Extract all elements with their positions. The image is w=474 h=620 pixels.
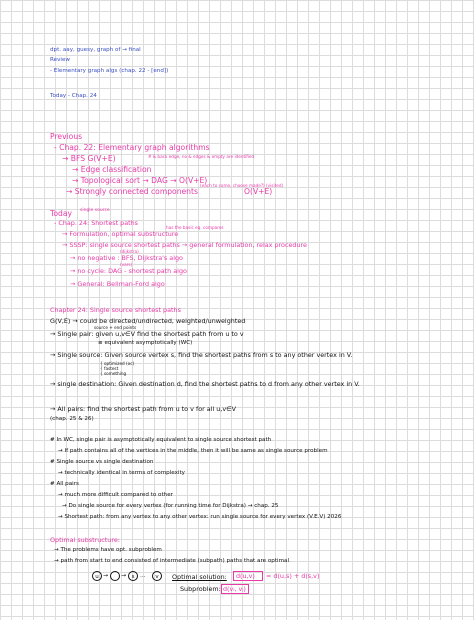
- previous-note-scc: (each to come, choose made?) (visited): [200, 183, 284, 188]
- chapter-line-graph: G(V,E) → could be directed/undirected, weighted/unweighted: [50, 317, 246, 325]
- chapter-line-single-pair: → Single pair: given u,v∈V find the shortest path from u to v: [50, 330, 244, 338]
- discussion-line-all-pairs: # All pairs: [50, 481, 79, 487]
- node-s: s: [128, 571, 138, 581]
- chapter-line-chap-ref: (chap. 25 & 26): [50, 416, 94, 422]
- subproblem-term: d(vᵢ, vⱼ): [223, 585, 246, 593]
- today-line-no-cycle: → no cycle: DAG - shortest path algo: [70, 267, 187, 275]
- discussion-line-source-vs-dest: # Single source vs single destination: [50, 459, 154, 465]
- previous-heading: Previous: [50, 132, 83, 141]
- today-line-sssp: → SSSP: single source shortest paths → general formulation, relax procedure: [62, 241, 307, 249]
- chapter-line-equivalent: ≡ equivalent asymptotically (WC): [98, 340, 193, 346]
- optimal-line-problems: → The problems have opt. subproblem: [54, 547, 162, 553]
- previous-note-bfs: # & back edge, no & edges & empty are identified: [148, 154, 255, 159]
- chapter-line-single-source: → Single source: Given source vertex s, find the shortest paths from s to any other vertex in V.: [50, 351, 353, 359]
- discussion-line-identical: → technically identical in terms of complexity: [58, 470, 185, 476]
- previous-line-scc: → Strongly connected components: [66, 187, 198, 196]
- optimal-solution-term: d(u,v): [236, 572, 255, 580]
- previous-line-chap22: - Chap. 22: Elementary graph algorithms: [54, 143, 210, 152]
- today-line-no-negative: → no negative : BFS, Dijkstra's algo: [70, 254, 183, 262]
- subproblem-label: Subproblem:: [180, 585, 221, 593]
- node-u: u: [92, 571, 102, 581]
- optimal-heading: Optimal substructure:: [50, 536, 120, 544]
- chapter-note-something: { something: [100, 371, 127, 376]
- node-ellipsis: …: [140, 573, 146, 579]
- optimal-line-path: → path from start to end consisted of intermediate (subpath) paths that are optimal: [54, 558, 289, 564]
- previous-line-edge: → Edge classification: [72, 165, 152, 174]
- previous-line-bfs: → BFS G(V+E): [62, 154, 116, 163]
- discussion-line-path: → If path contains all of the vertices in the middle, then it will be same as single source problem: [58, 448, 328, 454]
- header-line-3: - Elementary graph algs (chap. 22 - [end]): [50, 68, 169, 74]
- previous-line-topo: → Topological sort → DAG → O(V+E): [72, 176, 208, 185]
- discussion-line-do-single-source: → Do single source for every vertex (for running time for Dijkstra) → chap. 25: [62, 503, 279, 509]
- chapter-note-endpoints: source + end points: [94, 325, 137, 330]
- arrow-icon: →: [103, 572, 109, 579]
- arrow-icon: →: [121, 572, 127, 579]
- discussion-line-difficult: → much more difficult compared to other: [58, 492, 173, 498]
- chapter-note-optimized: { optimized (oc): [100, 361, 135, 366]
- header-line-1: dpt. aay, guesy, graph of → final: [50, 47, 141, 53]
- today-line-formulation: → Formulation, optimal substructure: [62, 230, 179, 238]
- discussion-line-wc: # In WC, single pair is asymptotically equivalent to single source shortest path: [50, 437, 272, 443]
- chapter-heading: Chapter 24: Single source shortest paths: [50, 306, 181, 314]
- today-line-general: → General: Bellman-Ford algo: [70, 280, 165, 288]
- discussion-line-shortest-path: → Shortest path: from any vertex to any other vertex: run single source for every vertex (V.E.V) 2026: [58, 514, 342, 520]
- node-v: v: [152, 571, 162, 581]
- today-line-chap24: - Chap. 24: Shortest paths: [54, 219, 139, 227]
- optimal-solution-sum: = d(u,s) + d(s,v): [266, 572, 320, 580]
- header-line-4: Today - Chap. 24: [50, 93, 97, 99]
- today-note-vars: (vars): [120, 262, 133, 267]
- today-note-dijkstra: (dijkstra): [120, 249, 139, 254]
- header-line-2: Review: [50, 57, 70, 63]
- node-1: [110, 571, 120, 581]
- previous-line-scc-complexity: O(V+E): [244, 187, 273, 196]
- chapter-line-single-destination: → single destination: Given destination d, find the shortest paths to d from any other vertex in V.: [50, 380, 360, 388]
- optimal-solution-label: Optimal solution:: [172, 573, 227, 581]
- today-note: single source: [80, 208, 110, 213]
- today-heading: Today: [50, 209, 72, 218]
- chapter-line-all-pairs: → All pairs: find the shortest path from u to v for all u,v∈V: [50, 405, 237, 413]
- chapter-note-fastest: { fastest: [100, 366, 119, 371]
- today-note-formulation: has the basic eq. compares: [166, 225, 224, 230]
